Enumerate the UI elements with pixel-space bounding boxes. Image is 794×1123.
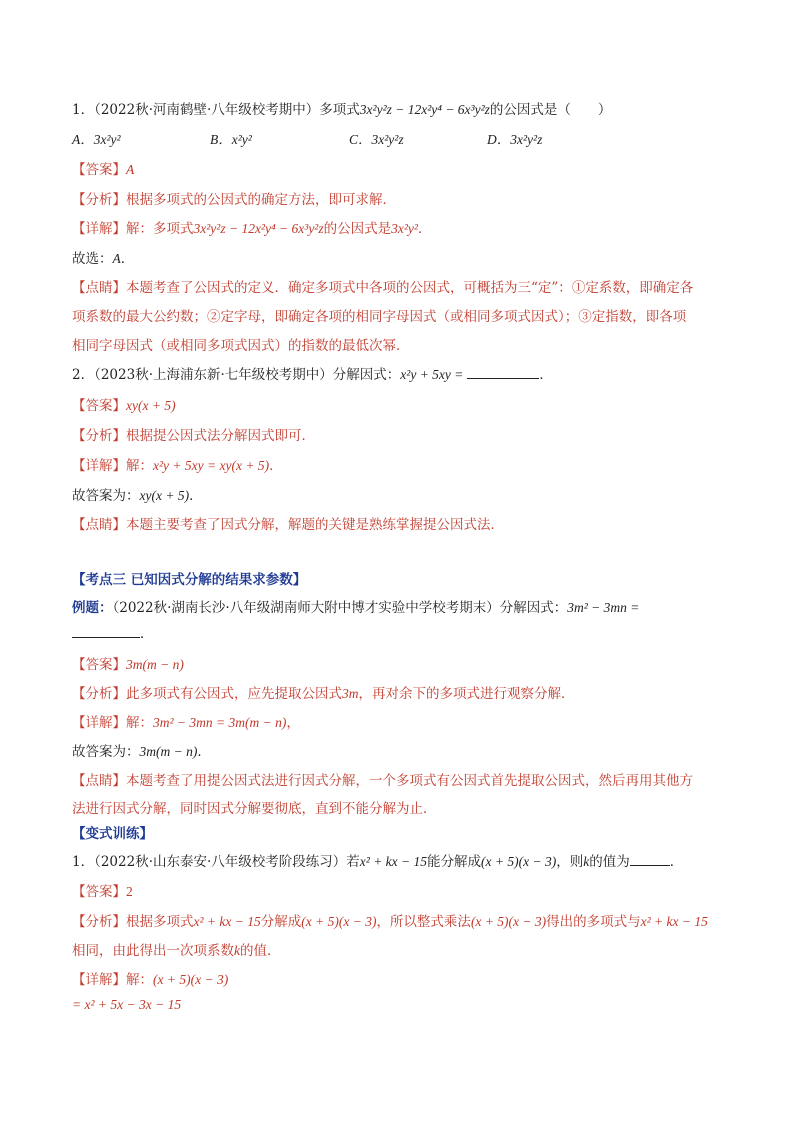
- variant-analysis-line1: 【分析】根据多项式x² + kx − 15分解成(x + 5)(x − 3)，所以整式乘法(x + 5)(x − 3)得出的多项式与x² + kx − 15: [72, 914, 708, 930]
- q1-comment-line2: 项系数的最大公约数；②定字母，即确定各项的相同字母因式（或相同多项式因式）；③定指数，即各项: [72, 309, 687, 325]
- q2-comment: 【点睛】本题主要考查了因式分解，解题的关键是熟练掌握提公因式法．: [72, 517, 504, 533]
- variant-analysis-line2: 相同，由此得出一次项系数k的值．: [72, 943, 281, 959]
- variant-q-stem: 1．（2022秋·山东泰安·八年级校考阶段练习）若x² + kx − 15能分解成(x + 5)(x − 3)，则k的值为 ．: [72, 854, 684, 870]
- q1-comment-line1: 【点睛】本题考查了公因式的定义．确定多项式中各项的公因式，可概括为三“定”：①定系数，即确定各: [72, 280, 694, 296]
- q1-detail: 【详解】解：多项式3x²y²z − 12x²y⁴ − 6x³y²z的公因式是3x²y²．: [72, 221, 432, 237]
- variant-detail-line2: = x² + 5x − 3x − 15: [72, 997, 182, 1012]
- example-blank-line: ．: [72, 622, 154, 642]
- example-answer: 【答案】3m(m − n): [72, 657, 184, 673]
- example-analysis: 【分析】此多项式有公因式，应先提取公因式3m，再对余下的多项式进行观察分解．: [72, 686, 575, 702]
- example-stem: 例题：（2022秋·湖南长沙·八年级湖南师大附中博才实验中学校考期末）分解因式：3m² − 3mn =: [72, 600, 640, 616]
- option-d: D．3x²y²z: [487, 132, 543, 147]
- q2-detail: 【详解】解：x²y + 5xy = xy(x + 5)．: [72, 458, 283, 474]
- answer-blank: [72, 625, 140, 638]
- variant-answer: 【答案】2: [72, 884, 133, 900]
- example-comment-line2: 法进行因式分解，同时因式分解要彻底，直到不能分解为止．: [72, 801, 437, 817]
- option-a: A．3x²y²: [72, 132, 121, 147]
- option-c: C．3x²y²z: [349, 132, 404, 147]
- variant-detail: 【详解】解：(x + 5)(x − 3): [72, 972, 229, 988]
- example-detail: 【详解】解：3m² − 3mn = 3m(m − n)，: [72, 715, 300, 731]
- example-comment-line1: 【点睛】本题考查了用提公因式法进行因式分解，一个多项式有公因式首先提取公因式，然后再用其他方: [72, 773, 693, 789]
- q1-comment-line3: 相同字母因式（或相同多项式因式）的指数的最低次幂．: [72, 338, 410, 354]
- q2-stem: 2．（2023秋·上海浦东新·七年级校考期中）分解因式：x²y + 5xy = ．: [72, 367, 553, 383]
- variant-title: 【变式训练】: [72, 826, 153, 842]
- example-so: 故答案为：3m(m − n)．: [72, 744, 211, 760]
- q1-stem: 1．（2022秋·河南鹤壁·八年级校考期中）多项式3x²y²z − 12x²y⁴ − 6x³y²z的公因式是（ ）: [72, 102, 612, 118]
- q2-so: 故答案为：xy(x + 5)．: [72, 488, 203, 504]
- section-title: 【考点三 已知因式分解的结果求参数】: [72, 572, 307, 588]
- q1-answer: 【答案】A: [72, 162, 135, 178]
- q1-choose: 故选：A．: [72, 251, 135, 267]
- q2-answer: 【答案】xy(x + 5): [72, 398, 176, 414]
- answer-blank: [467, 366, 539, 379]
- q1-analysis: 【分析】根据多项式的公因式的确定方法，即可求解．: [72, 192, 396, 208]
- answer-blank: [630, 853, 670, 866]
- option-b: B．x²y²: [210, 132, 252, 147]
- q2-analysis: 【分析】根据提公因式法分解因式即可．: [72, 428, 315, 444]
